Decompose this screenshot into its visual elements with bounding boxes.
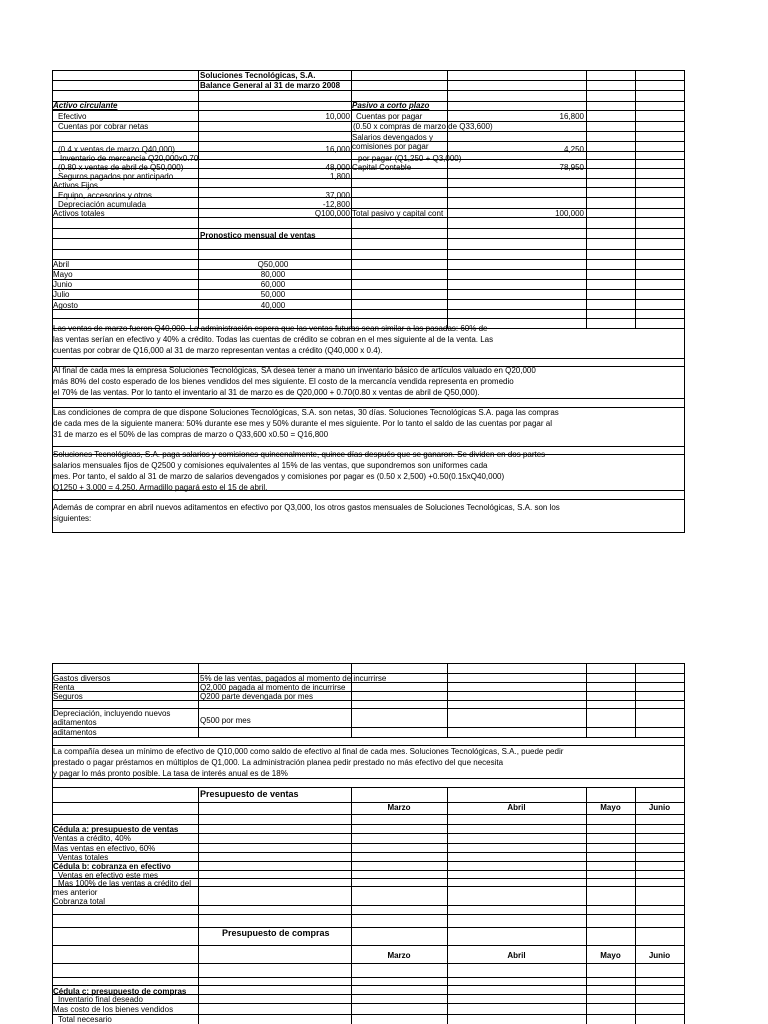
grid-line [52,787,685,788]
grid-line [52,259,685,260]
activo-label: Activos totales [53,209,105,218]
month-header: Marzo [387,951,411,960]
gasto-label: aditamentos [53,718,97,727]
activo-label: Seguros pagados por anticipado [58,172,174,181]
grid-line [52,90,685,91]
pasivo-label: comisiones por pagar [352,142,429,151]
grid-line [52,1003,685,1004]
cedula-a-title: Cédula a: presupuesto de ventas [53,825,179,834]
grid-line [52,814,685,815]
pronostico-value: 60,000 [260,280,286,289]
pasivo-value: 100,000 [555,209,584,218]
cedula-row: Total necesario [58,1015,112,1024]
company-name: Soluciones Tecnológicas, S.A. [200,71,316,80]
grid-line [52,110,685,111]
paragraph-line: más 80% del costo esperado de los bienes vendidos del mes siguiente. El costo de la mercancía vendida representa en promedio [53,377,514,386]
gasto-value: 5% de las ventas, pagados al momento de incurrirse [200,674,387,683]
paragraph-line: siguientes: [53,514,92,523]
pasivo-label: Salarios devengados y [352,133,433,142]
activo-value: 16,000 [325,145,350,154]
pronostico-month: Agosto [53,301,78,310]
cedula-b-title: Cédula b: cobranza en efectivo [53,862,171,871]
pasivo-label: (0.50 x compras de marzo de Q33,600) [353,122,493,131]
grid-line [52,737,685,738]
balance-title: Balance General al 31 de marzo 2008 [200,81,341,90]
grid-line [52,398,685,399]
cedula-row: Ventas a crédito, 40% [53,834,131,843]
grid-line [52,187,685,188]
pronostico-month: Mayo [53,270,73,279]
ventas-title: Presupuesto de ventas [200,789,299,799]
grid-line [52,927,685,928]
paragraph-line: 31 de marzo es el 50% de las compras de marzo o Q33,600 x0.50 = Q16,800 [53,430,329,439]
activo-value: 10,000 [325,112,350,121]
grid-line [52,532,685,533]
pasivo-value: 78,950 [559,163,584,172]
cedula-c-title: Cédula c: presupuesto de compras [53,987,187,996]
gasto-value: Q200 parte devengada por mes [200,692,313,701]
grid-line [52,1014,685,1015]
grid-line [52,279,685,280]
pasivo-value: 4,250 [563,145,584,154]
activo-value: 37,000 [325,191,350,200]
gasto-label: aditamentos [53,728,97,737]
month-header: Marzo [387,803,411,812]
grid-line [52,249,685,250]
pasivo-value: 16,800 [559,112,584,121]
gasto-label: Seguros [53,692,83,701]
paragraph-line: y pagar lo más pronto posible. La tasa de interés anual es de 18% [53,769,288,778]
gasto-value: Q500 por mes [200,716,251,725]
pronostico-month: Junio [53,280,73,289]
activo-label: (0.4 x ventas de marzo Q40,000) [58,145,175,154]
grid-line [52,131,685,132]
paragraph-line: salarios mensuales fijos de Q2500 y comisiones equivalentes al 15% de las ventas, que supondremos son uniformes cada [53,461,488,470]
paragraph-line: mes. Por tanto, el saldo al 31 de marzo de salarios devengados y comisiones por pagar es (0.50 x 2,500) +0.50(0.15xQ40,000) [53,472,505,481]
month-header: Junio [648,803,671,812]
activo-label: Efectivo [58,112,87,121]
grid-line [52,238,685,239]
grid-line [52,914,685,915]
grid-line [52,905,685,906]
activo-label: Depreciación acumulada [58,200,147,209]
month-header: Junio [648,951,671,960]
cedula-row: mes anterior [53,888,98,897]
grid-line [52,945,685,946]
activo-value: -12,800 [322,200,350,209]
grid-line [52,663,685,664]
paragraph-line: Q1250 + 3,000 = 4,250. Armadillo pagará esto el 15 de abril. [53,483,268,492]
paragraph-line: cuentas por cobrar de Q16,000 al 31 de marzo representan ventas a crédito (Q40,000 x 0.4). [53,346,383,355]
activo-label: Equipo, accesorios y otros [58,191,152,200]
paragraph-line: Las ventas de marzo fueron Q40,000. La administración espera que las ventas futuras sean similar a las pasadas: 60% de [53,324,488,333]
pronostico-title: Pronostico mensual de ventas [200,231,316,240]
cedula-row: Mas 100% de las ventas a crédito del [58,879,191,888]
activo-value: 48,000 [325,163,350,172]
grid-line [52,299,685,300]
activo-label: (0.80 x ventas de abril de Q50,000) [58,163,184,172]
activo-header: Activo circulante [53,101,118,110]
budget-sheet [52,663,685,1024]
paragraph-line: La compañía desea un mínimo de efectivo de Q10,000 como saldo de efectivo al final de cada mes. Soluciones Tecnológicas, S.A., puede pedir [53,747,564,756]
grid-line [52,318,685,319]
paragraph-line: Las condiciones de compra de que dispone Soluciones Tecnológicas, S.A. son netas, 30 días. Soluciones Tecnológicas S.A. paga las compras [53,408,559,417]
gasto-label: Gastos diversos [53,674,111,683]
cedula-row: Ventas en efectivo este mes [58,871,159,880]
month-header: Mayo [600,803,621,812]
paragraph-line: el 70% de las ventas. Por lo tanto el inventario al 31 de marzo es de Q20,000 + 0.70(0.80 x ventas de abril de Q50,000). [53,388,480,397]
grid-line [52,289,685,290]
grid-line [52,778,685,779]
month-header: Abril [507,803,526,812]
pasivo-label: Cuentas por pagar [356,112,423,121]
grid-line [52,700,685,701]
pronostico-month: Abril [53,260,70,269]
cedula-row: Ventas totales [58,853,109,862]
pronostico-month: Julio [53,290,70,299]
gasto-label: Renta [53,683,75,692]
pronostico-value: 80,000 [260,270,286,279]
grid-line [52,499,685,500]
cedula-row: Mas ventas en efectivo, 60% [53,844,156,853]
grid-line [52,691,685,692]
grid-line [52,70,685,71]
gasto-label: Depreciación, incluyendo nuevos [53,709,171,718]
cedula-row: Cobranza total [53,897,106,906]
paragraph-line: Al final de cada mes la empresa Soluciones Tecnológicas, SA desea tener a mano un inventario básico de artículos valuado en Q20,000 [53,366,536,375]
pronostico-value: 40,000 [260,301,286,310]
paragraph-line: de cada mes de la siguiente manera: 50% durante ese mes y 50% durante el mes siguiente. Por lo tanto el saldo de las cuentas por pagar al [53,419,552,428]
grid-line [52,446,685,447]
cedula-row: Mas costo de los bienes vendidos [53,1005,174,1014]
pasivo-header: Pasivo a corto plazo [352,101,430,110]
pronostico-value: 50,000 [260,290,286,299]
activo-value: Q100,000 [314,209,350,218]
month-header: Mayo [600,951,621,960]
activo-label: Inventario de mercancía Q20,000x0.70 [60,154,199,163]
grid-line [52,963,685,964]
grid-line [52,985,685,986]
grid-line [52,269,685,270]
activo-label: Cuentas por cobrar netas [58,122,149,131]
month-header: Abril [507,951,526,960]
paragraph-line: Además de comprar en abril nuevos aditamentos en efectivo por Q3,000, los otros gastos mensuales de Soluciones Tecnológicas, S.A. son los [53,503,560,512]
grid-line [52,745,685,746]
pasivo-label: Total pasivo y capital cont [352,209,444,218]
balance-sheet [52,70,685,532]
grid-line [52,228,685,229]
compras-title: Presupuesto de compras [222,928,330,938]
pronostico-value: Q50,000 [257,260,289,269]
activo-value: 1,800 [329,172,350,181]
grid-line [52,977,685,978]
grid-line [52,80,685,81]
paragraph-line: las ventas serían en efectivo y 40% a crédito. Todas las cuentas de crédito se cobran en el mes siguiente al de la venta. Las [53,335,494,344]
paragraph-line: prestado o pagar préstamos en múltiplos de Q1,000. La administración planea pedir prestado no más efectivo del que necesita [53,758,504,767]
paragraph-line: Soluciones Tecnológicas, S.A. paga salarios y comisiones quincenalmente, quince días después que se ganaron. Se dividen en dos partes [53,450,546,459]
grid-line [52,358,685,359]
grid-line [52,727,685,728]
gasto-value: Q2,000 pagada al momento de incurrirse [200,683,346,692]
pasivo-label: por pagar (Q1,250 + Q3,000) [358,154,462,163]
pasivo-label: Capital Contable [352,163,412,172]
grid-line [684,70,685,532]
cedula-row: Inventario final deseado [58,995,143,1004]
grid-line [52,309,685,310]
activo-label: Activos Fijos [53,181,98,190]
